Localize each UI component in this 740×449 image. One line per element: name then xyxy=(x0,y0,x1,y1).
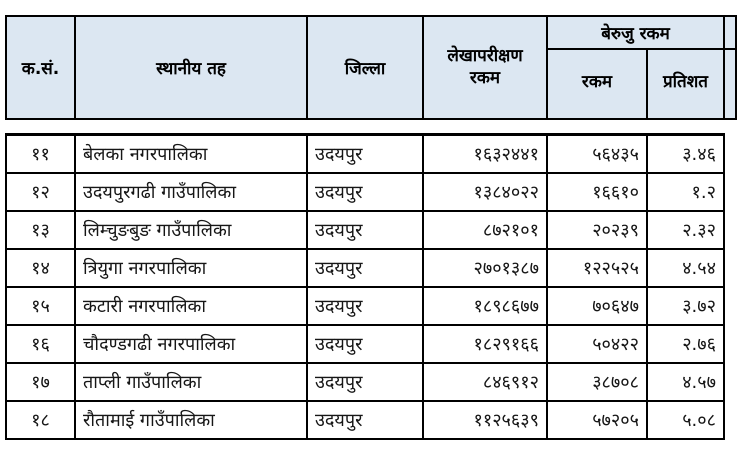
cell-local-level: उदयपुरगढी गाउँपालिका xyxy=(75,173,307,211)
cell-audit-amount: १८२९१६६ xyxy=(423,325,547,363)
cell-district: उदयपुर xyxy=(307,249,423,287)
cell-district: उदयपुर xyxy=(307,173,423,211)
cell-beruju-percent: ३.४६ xyxy=(647,135,724,174)
cell-beruju-percent: १.२ xyxy=(647,173,724,211)
cell-district: उदयपुर xyxy=(307,401,423,439)
table-row xyxy=(6,173,724,211)
table-row xyxy=(6,325,724,363)
cell-audit-amount: १३८४०२२ xyxy=(423,173,547,211)
cell-local-level: रौतामाई गाउँपालिका xyxy=(75,401,307,439)
cell-district: उदयपुर xyxy=(307,211,423,249)
cell-beruju-amount: २०२३९ xyxy=(547,211,647,249)
cell-serial: १६ xyxy=(6,325,75,363)
cell-beruju-percent: ४.५४ xyxy=(647,249,724,287)
next-column-sliver-bottom xyxy=(724,49,736,119)
cell-beruju-percent: ५.०८ xyxy=(647,401,724,439)
cell-district: उदयपुर xyxy=(307,363,423,401)
cell-audit-amount: १६३२४४१ xyxy=(423,135,547,174)
cell-beruju-amount: १६६१० xyxy=(547,173,647,211)
cell-serial: १४ xyxy=(6,249,75,287)
cell-beruju-amount: ३८७०८ xyxy=(547,363,647,401)
table-row xyxy=(6,135,724,174)
table-row xyxy=(6,249,724,287)
cell-audit-amount: १८९८६७७ xyxy=(423,287,547,325)
cell-beruju-percent: ३.७२ xyxy=(647,287,724,325)
header-beruju-percent: प्रतिशत xyxy=(647,49,724,119)
cell-beruju-percent: २.७६ xyxy=(647,325,724,363)
cell-audit-amount: २७०१३८७ xyxy=(423,249,547,287)
cell-local-level: लिम्चुङबुङ गाउँपालिका xyxy=(75,211,307,249)
table-row xyxy=(6,211,724,249)
cell-serial: १५ xyxy=(6,287,75,325)
next-column-sliver-top xyxy=(724,16,736,49)
header-beruju-amount: रकम xyxy=(547,49,647,119)
header-audit-amount: लेखापरीक्षण रकम xyxy=(423,16,547,119)
header-serial: क.सं. xyxy=(6,16,75,119)
cell-audit-amount: ११२५६३९ xyxy=(423,401,547,439)
header-local-level: स्थानीय तह xyxy=(75,16,307,119)
cell-district: उदयपुर xyxy=(307,325,423,363)
table-header xyxy=(5,15,737,120)
header-district: जिल्ला xyxy=(307,16,423,119)
cell-serial: १२ xyxy=(6,173,75,211)
cell-beruju-amount: ७०६४७ xyxy=(547,287,647,325)
cell-audit-amount: ८७२१०१ xyxy=(423,211,547,249)
table-row xyxy=(6,287,724,325)
table-row xyxy=(6,363,724,401)
cell-beruju-percent: ४.५७ xyxy=(647,363,724,401)
cell-serial: १३ xyxy=(6,211,75,249)
cell-serial: १७ xyxy=(6,363,75,401)
cell-serial: १८ xyxy=(6,401,75,439)
cell-local-level: बेलका नगरपालिका xyxy=(75,135,307,174)
cell-beruju-percent: २.३२ xyxy=(647,211,724,249)
cell-beruju-amount: ५०४२२ xyxy=(547,325,647,363)
table-body xyxy=(5,133,725,440)
cell-beruju-amount: ५६४३५ xyxy=(547,135,647,174)
cell-district: उदयपुर xyxy=(307,287,423,325)
cell-district: उदयपुर xyxy=(307,135,423,174)
cell-serial: ११ xyxy=(6,135,75,174)
cell-local-level: त्रियुगा नगरपालिका xyxy=(75,249,307,287)
cell-local-level: ताप्ली गाउँपालिका xyxy=(75,363,307,401)
header-beruju-group: बेरुजु रकम xyxy=(547,16,724,49)
cell-audit-amount: ८४६९१२ xyxy=(423,363,547,401)
cell-beruju-amount: ५७२०५ xyxy=(547,401,647,439)
cell-local-level: कटारी नगरपालिका xyxy=(75,287,307,325)
table-row xyxy=(6,401,724,439)
cell-local-level: चौदण्डगढी नगरपालिका xyxy=(75,325,307,363)
cell-beruju-amount: १२२५२५ xyxy=(547,249,647,287)
